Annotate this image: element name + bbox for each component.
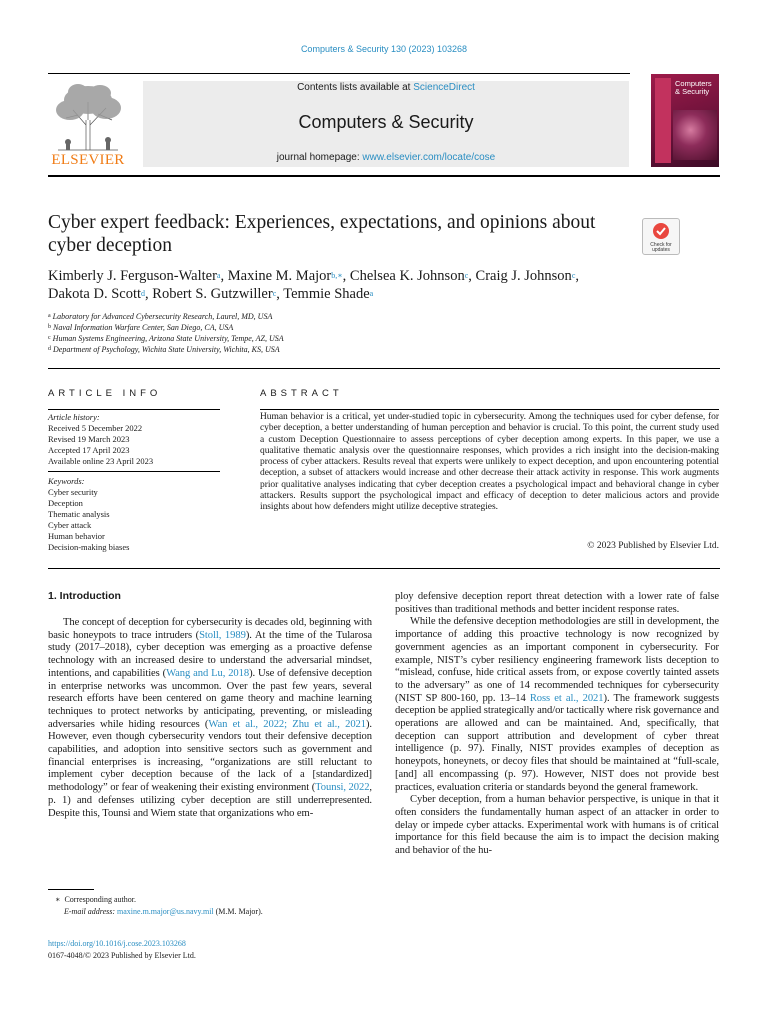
homepage-line bbox=[143, 152, 629, 163]
citation-link[interactable]: Wang and Lu, 2018 bbox=[166, 667, 250, 679]
email-note: E-mail address: maxine.m.major@us.navy.mil (M.M. Major). bbox=[64, 907, 263, 916]
citation-link[interactable]: Ross et al., 2021 bbox=[529, 692, 604, 704]
footnotes bbox=[55, 894, 375, 918]
keywords-label: Keywords: bbox=[48, 476, 85, 486]
section-heading: 1. Introduction bbox=[48, 590, 121, 602]
check-for-updates-button[interactable] bbox=[642, 218, 680, 255]
homepage-prefix: journal homepage: bbox=[276, 152, 363, 163]
issn-line: 0167-4048/© 2023 Published by Elsevier Ltd. bbox=[48, 950, 196, 960]
body-left-column bbox=[48, 617, 372, 820]
section-rule bbox=[48, 368, 720, 369]
homepage-link[interactable]: www.elsevier.com/locate/cose bbox=[362, 152, 496, 163]
keywords-rule bbox=[48, 471, 220, 472]
affiliation: $^d$ Department of Psychology, Wichita State University, Wichita, KS, USA bbox=[48, 345, 280, 354]
author[interactable]: Dakota D. Scott$^d$ bbox=[48, 285, 146, 302]
author[interactable]: Maxine M. Major$^{b,∗}$ bbox=[227, 268, 343, 284]
email-link[interactable]: maxine.m.major@us.navy.mil bbox=[117, 907, 214, 916]
footer-block bbox=[48, 938, 448, 961]
article-history bbox=[48, 412, 228, 467]
footnote-rule bbox=[48, 889, 94, 890]
citation-link[interactable]: Stoll, 1989 bbox=[199, 629, 246, 641]
keyword: Thematic analysis bbox=[48, 509, 110, 519]
doi-link[interactable]: https://doi.org/10.1016/j.cose.2023.103268 bbox=[48, 939, 186, 948]
affiliation: $^a$ Laboratory for Advanced Cybersecurity Research, Laurel, MD, USA bbox=[48, 312, 273, 321]
author[interactable]: Chelsea K. Johnson$^c$ bbox=[349, 268, 469, 284]
affiliation: $^b$ Naval Information Warfare Center, San Diego, CA, USA bbox=[48, 323, 234, 332]
keyword: Decision-making biases bbox=[48, 542, 130, 552]
journal-title: Computers & Security bbox=[298, 112, 474, 132]
paragraph: Cyber deception, from a human behavior perspective, is unique in that it often considers the fundamentally human aspect of an attacker in order to delay or impede cyber attacks. Experimental work with humans is of critical importance for this field because the aim is to impact the decision making and behavior of the hu- bbox=[395, 794, 719, 857]
abstract-rule bbox=[260, 409, 719, 410]
svg-text:Check for: Check for bbox=[650, 242, 672, 248]
history-item: Accepted 17 April 2023 bbox=[48, 445, 130, 455]
keyword-list bbox=[48, 476, 228, 553]
contents-prefix: Contents lists available at bbox=[297, 82, 414, 93]
citation-link[interactable]: Tounsi, 2022 bbox=[315, 782, 370, 794]
sciencedirect-link[interactable]: ScienceDirect bbox=[413, 82, 475, 93]
corresponding-author-note: ∗ Corresponding author. bbox=[55, 895, 136, 904]
paragraph: The concept of deception for cybersecurity is decades old, beginning with basic honeypots to trace intruders (Stoll, 1989). At the time of the Tularosa study (2017–2018), cyber deception was emerging as a proactive defense technology with an increased desire to understand the adversarial mindset, intentions, and capabilities (Wang and Lu, 2018). Use of defensive deception in enterprise networks was uncommon. Over the past few years, several research efforts have been centered on game theory and machine learning techniques to protect networks by anticipating, preventing, or misleading adversaries while hiding resources (Wan et al., 2022; Zhu et al., 2021). However, even though cybersecurity vendors tout their defensive deception capabilities, and adoption into sensitive sectors such as government and financial enterprises is increasing, “organizations are still reluctant to implement cyber deception because of the lack of a [standardized] methodology” or fear of weakening their existing environment (Tounsi, 2022, p. 1) and defenses utilizing cyber deception are still underrepresented. Despite this, Tounsi and Wiem state that organizations who em- bbox=[48, 617, 373, 819]
header-thick-rule bbox=[48, 175, 720, 177]
abstract-copyright: © 2023 Published by Elsevier Ltd. bbox=[587, 541, 719, 551]
author[interactable]: Craig J. Johnson$^c$ bbox=[475, 268, 576, 284]
keyword: Deception bbox=[48, 498, 83, 508]
affiliation: $^c$ Human Systems Engineering, Arizona State University, Tempe, AZ, USA bbox=[48, 334, 284, 343]
contents-line bbox=[143, 82, 629, 93]
svg-text:updates: updates bbox=[652, 247, 670, 253]
elsevier-wordmark: ELSEVIER bbox=[51, 152, 125, 168]
citation-link[interactable]: Wan et al., 2022; Zhu et al., 2021 bbox=[208, 718, 366, 730]
history-item: Received 5 December 2022 bbox=[48, 423, 143, 433]
affiliation-list bbox=[48, 311, 688, 355]
body-rule bbox=[48, 568, 720, 569]
abstract-text: Human behavior is a critical, yet under-studied topic in cybersecurity. Among the techniques used for cyber defense, for cyber deception, a better understanding of human perception and behavior is crucial. To this point, the current study used a custom Deception Questionnaire to assess perceptions of cyber deception among experts. In this paper, we use a qualitative thematic analysis over the questionnaire responses, which provides a rich insight into the decision-making process of cyber attackers. Results reveal that experts were unlikely to expect deception, and upon encountering potential deception, a subset of attackers would increase and other decrease their attack activity in response. This work augments prior qualitative analyses indicating that cyber deception creates a psychological impact and behavioral change in cyber attackers. Results support the psychological impact and efficacy of deception to deter malicious actors and provide insights about how defenders might utilize deceptive strategies. bbox=[260, 412, 719, 513]
cover-strip bbox=[655, 78, 671, 163]
history-item: Available online 23 April 2023 bbox=[48, 456, 154, 466]
paragraph: ploy defensive deception report threat detection with a lower rate of false positives than traditional methods and better incident response rates. bbox=[395, 591, 719, 615]
author-list: Kimberly J. Ferguson-Walter$^a$, Maxine M. Major$^{b,∗}$, Chelsea K. Johnson$^c$, Craig J. Johnson$^c$, Dakota D. Scott$^d$, Robert S. Gutzwiller$^c$, Temmie Shade$^a$ bbox=[48, 268, 579, 302]
check-updates-icon bbox=[643, 219, 679, 254]
header-rule bbox=[48, 73, 630, 74]
author[interactable]: Temmie Shade$^a$ bbox=[283, 285, 374, 302]
paragraph: While the defensive deception methodologies are still in development, the importance of adding this proactive technology is now recognized by government agencies as an important component in cybersecurity. For example, NIST’s cyber resiliency engineering framework lists deception to “mislead, confuse, hide critical assets from, or expose covertly tainted assets to the adversary” as one of 14 recommended techniques for cybersecurity (NIST SP 800-160, pp. 13–14 Ross et al., 2021). The framework suggests deception be applied strategically and/or tactically where risk governance and operations are allowed and can be maintained. And, specifically, that deception can support attribution and development of cyber threat intelligence (p. 97). Finally, NIST provides examples of deception as honeypots, honeynets, or decoy files that should be maintained at “full-scale, [and] all encompassing (p. 97). However, NIST does not provide best practices, evaluation criteria or standards beyond the general framework. bbox=[395, 616, 719, 793]
keyword: Cyber attack bbox=[48, 520, 92, 530]
journal-cover-thumbnail[interactable] bbox=[651, 74, 719, 167]
article-info-heading: ARTICLE INFO bbox=[48, 388, 162, 399]
article-title: Cyber expert feedback: Experiences, expectations, and opinions about cyber deception bbox=[48, 212, 596, 256]
article-info-rule bbox=[48, 409, 220, 410]
keyword: Cyber security bbox=[48, 487, 98, 497]
keyword: Human behavior bbox=[48, 531, 105, 541]
history-label: Article history: bbox=[48, 412, 100, 422]
cover-title: Computers & Security bbox=[675, 79, 712, 96]
author[interactable]: Robert S. Gutzwiller$^c$ bbox=[152, 285, 277, 302]
journal-citation[interactable]: Computers & Security 130 (2023) 103268 bbox=[300, 44, 468, 54]
abstract-heading: ABSTRACT bbox=[260, 388, 343, 399]
cover-artwork bbox=[673, 110, 717, 160]
history-item: Revised 19 March 2023 bbox=[48, 434, 130, 444]
author[interactable]: Kimberly J. Ferguson-Walter$^a$ bbox=[48, 268, 221, 284]
body-right-column bbox=[395, 591, 719, 858]
